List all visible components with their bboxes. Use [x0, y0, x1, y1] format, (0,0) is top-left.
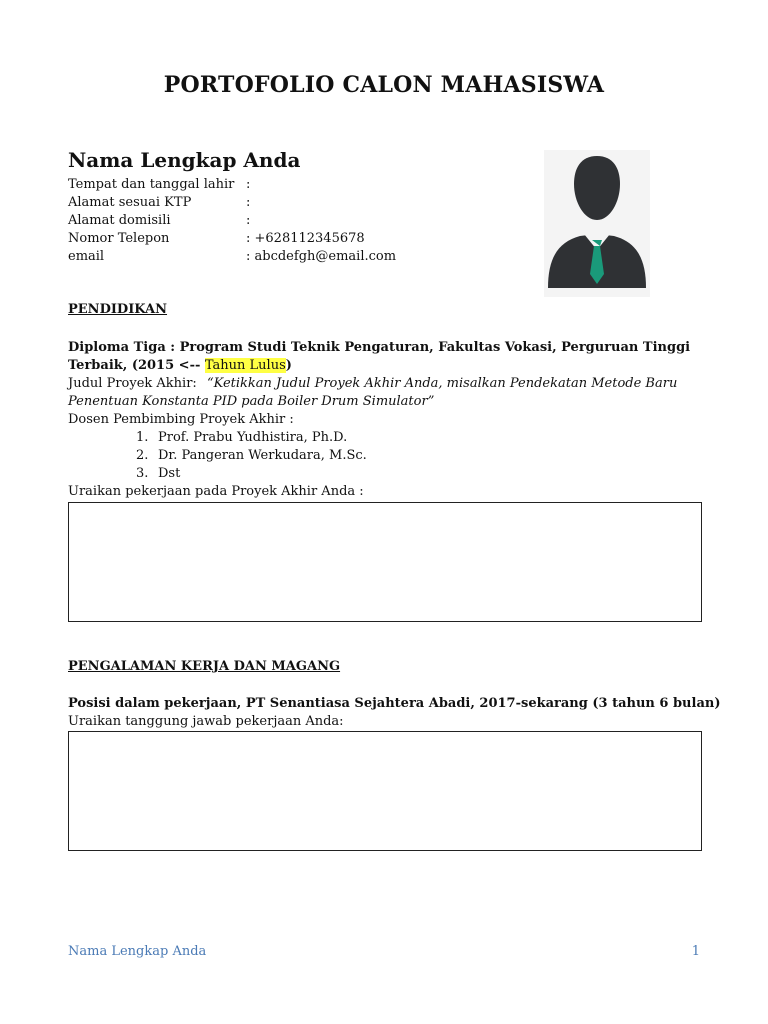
education-heading: PENDIDIKAN	[68, 302, 168, 317]
list-item	[136, 429, 708, 447]
info-row-birth	[68, 176, 396, 194]
job-position: Posisi dalam pekerjaan, PT Senantiasa Sejahtera Abadi, 2017-sekarang (3 tahun 6 bulan)	[68, 696, 721, 711]
final-project	[68, 375, 708, 501]
info-label: Alamat sesuai KTP	[68, 195, 192, 210]
personal-info	[68, 176, 396, 266]
info-row-domicile	[68, 212, 396, 230]
supervisor-name: Dr. Pangeran Werkudara, M.Sc.	[158, 448, 367, 463]
list-item	[136, 465, 708, 483]
info-label: Tempat dan tanggal lahir	[68, 177, 235, 192]
supervisor-name: Dst	[158, 466, 181, 481]
supervisor-list	[68, 429, 708, 483]
job-description-box[interactable]	[68, 731, 702, 851]
experience-heading: PENGALAMAN KERJA DAN MAGANG	[68, 659, 341, 674]
supervisor-label: Dosen Pembimbing Proyek Akhir :	[68, 412, 294, 427]
degree-year: Terbaik, (2015 <--	[68, 358, 205, 373]
info-row-email	[68, 248, 396, 266]
list-number: 1.	[136, 430, 149, 445]
page-number: 1	[691, 944, 700, 959]
final-project-title: “Ketikkan Judul Proyek Akhir Anda, misalkan Pendekatan Metode Baru	[206, 376, 678, 391]
project-description-box[interactable]	[68, 502, 702, 622]
job-description-label: Uraikan tanggung jawab pekerjaan Anda:	[68, 714, 344, 729]
graduation-year-highlight: Tahun Lulus	[204, 358, 286, 373]
info-label: Nomor Telepon	[68, 231, 170, 246]
person-silhouette-icon	[544, 150, 650, 297]
footer-name: Nama Lengkap Anda	[68, 944, 207, 959]
info-value: : +628112345678	[246, 231, 365, 246]
applicant-name: Nama Lengkap Anda	[68, 148, 301, 172]
document-title: PORTOFOLIO CALON MAHASISWA	[163, 72, 605, 98]
list-number: 3.	[136, 466, 149, 481]
info-value: : abcdefgh@email.com	[246, 249, 397, 264]
info-value: :	[246, 195, 251, 210]
final-project-title-cont: Penentuan Konstanta PID pada Boiler Drum Simulator”	[68, 394, 435, 409]
degree-line: Diploma Tiga : Program Studi Teknik Pengaturan, Fakultas Vokasi, Perguruan Tinggi	[68, 340, 691, 355]
project-description-label: Uraikan pekerjaan pada Proyek Akhir Anda :	[68, 484, 364, 499]
info-row-ktp-address	[68, 194, 396, 212]
info-value: :	[246, 213, 251, 228]
info-label: Alamat domisili	[68, 213, 171, 228]
final-project-line	[68, 375, 708, 393]
degree-year-close: )	[285, 358, 292, 373]
info-value: :	[246, 177, 251, 192]
profile-photo	[544, 150, 650, 297]
degree-info	[68, 339, 690, 375]
info-label: email	[68, 249, 105, 264]
list-number: 2.	[136, 448, 149, 463]
final-project-label: Judul Proyek Akhir:	[68, 376, 197, 391]
supervisor-name: Prof. Prabu Yudhistira, Ph.D.	[158, 430, 348, 445]
list-item	[136, 447, 708, 465]
degree-line-year	[68, 357, 690, 375]
info-row-phone	[68, 230, 396, 248]
